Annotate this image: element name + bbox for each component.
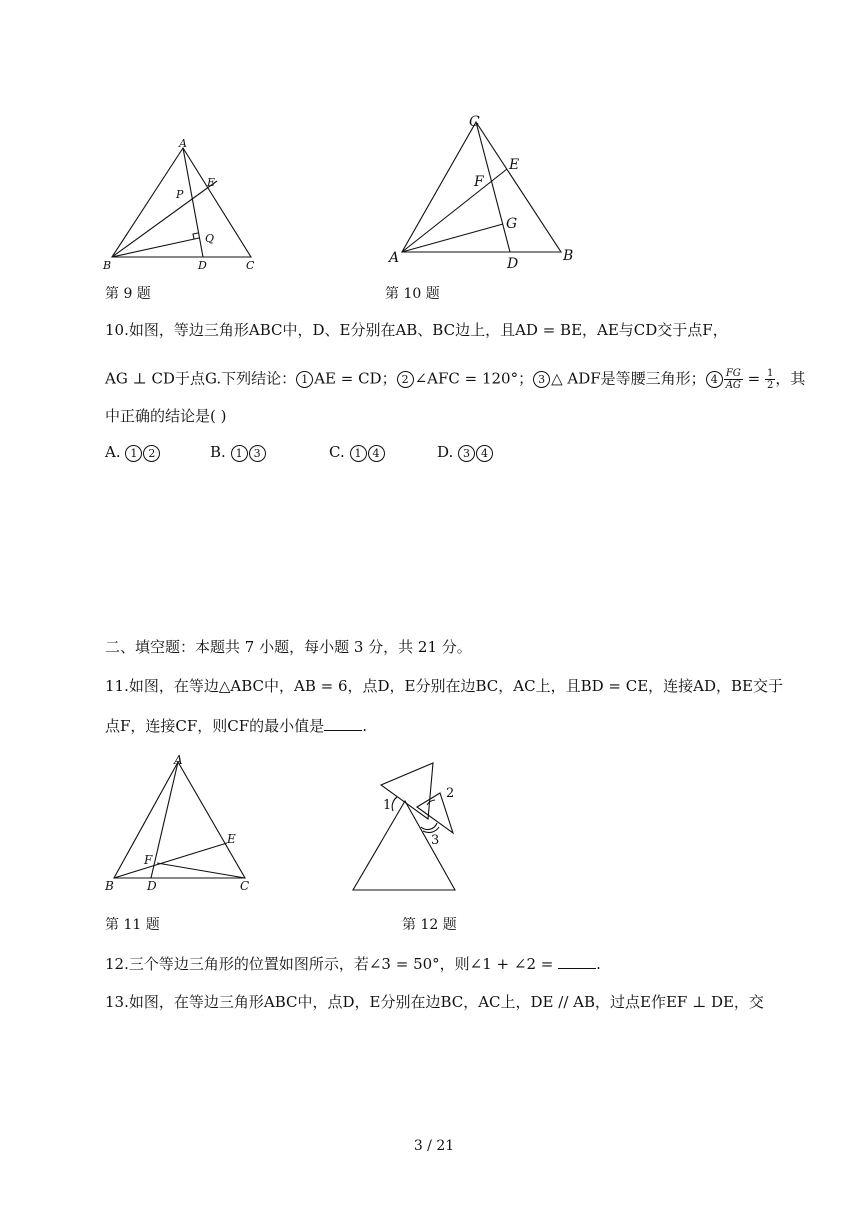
fig12-label-1: 1 [383, 798, 392, 813]
q10-line3: 中正确的结论是( ) [105, 407, 227, 425]
option-a-letter: A. [105, 443, 121, 461]
q10-eq: = [742, 369, 766, 388]
caption-fig9: 第 9 题 [105, 286, 151, 302]
q11-line2-text: 点F，连接CF，则CF的最小值是 [105, 717, 325, 735]
q12-answer-blank[interactable] [558, 954, 596, 969]
caption-fig11: 第 11 题 [105, 917, 160, 933]
fig12-label-2: 2 [446, 786, 455, 801]
fig11-label-b: B [105, 879, 114, 893]
fig11-label-c: C [240, 879, 250, 893]
fig9-label-p: P [176, 188, 184, 201]
fig10-label-e: E [509, 157, 520, 173]
option-b-circle-2: 3 [249, 445, 266, 462]
q10-stmt-1: AE = CD； [314, 369, 397, 388]
fig9-label-q: Q [205, 232, 215, 245]
option-b-circle-1: 1 [231, 445, 248, 462]
fig9-label-a: A [179, 137, 187, 150]
option-a-circle-1: 1 [125, 445, 142, 462]
figure-9 [95, 135, 275, 275]
figure-11 [100, 750, 260, 895]
caption-fig12: 第 12 题 [402, 917, 457, 933]
q10-option-a[interactable] [105, 443, 161, 462]
fig9-label-c: C [246, 259, 255, 272]
q10-circle-1: 1 [296, 371, 313, 388]
frac1-den: AG [725, 380, 741, 391]
option-a-circle-2: 2 [143, 445, 160, 462]
figure-9-svg [95, 135, 275, 275]
q10-line2-end: ，其 [775, 369, 806, 388]
q10-stmt-2: ∠AFC = 120°； [414, 369, 534, 388]
q10-circle-2: 2 [397, 371, 414, 388]
q10-line2-start: AG ⊥ CD于点G.下列结论： [105, 369, 297, 388]
figure-10-svg [385, 108, 585, 278]
q10-option-c[interactable] [329, 443, 386, 462]
fig11-label-e: E [227, 832, 236, 846]
fig12-label-3: 3 [431, 833, 440, 848]
q12-text: 12.三个等边三角形的位置如图所示，若∠3 = 50°，则∠1 + ∠2 = [105, 955, 559, 973]
fig10-label-g: G [506, 216, 518, 232]
q10-line2 [105, 368, 805, 391]
q10-fraction-half [765, 368, 775, 391]
q10-option-b[interactable] [210, 443, 267, 462]
option-c-circle-2: 4 [368, 445, 385, 462]
option-d-circle-2: 4 [476, 445, 493, 462]
caption-fig10: 第 10 题 [385, 286, 440, 302]
fig11-label-f: F [144, 853, 153, 867]
fig10-label-b: B [563, 248, 574, 264]
q10-line1: 10.如图，等边三角形ABC中，D、E分别在AB、BC边上，且AD = BE，AE与CD交于点F， [105, 321, 728, 339]
q11-line1: 11.如图，在等边△ABC中，AB = 6，点D，E分别在边BC，AC上，且BD = CE，连接AD，BE交于 [105, 677, 783, 695]
fig10-label-f: F [474, 174, 484, 190]
q11-line2 [105, 716, 367, 736]
q10-option-d[interactable] [437, 443, 494, 462]
fig9-label-b: B [103, 259, 112, 272]
q10-fraction-fg-ag [724, 368, 743, 391]
q13-line: 13.如图，在等边三角形ABC中，点D，E分别在边BC，AC上，DE // AB，过点E作EF ⊥ DE，交 [105, 993, 764, 1011]
fig10-label-c: C [469, 114, 480, 130]
fig10-label-a: A [389, 250, 400, 266]
figure-12-svg [345, 755, 475, 895]
option-d-letter: D. [437, 443, 454, 461]
option-d-circle-1: 3 [458, 445, 475, 462]
fig11-label-a: A [174, 753, 183, 767]
option-c-letter: C. [329, 443, 345, 461]
frac1-num: FG [724, 368, 743, 380]
figure-10 [385, 108, 585, 278]
q12-end: . [596, 955, 601, 973]
figure-11-svg [100, 750, 260, 895]
figure-12 [345, 755, 475, 895]
option-c-circle-1: 1 [350, 445, 367, 462]
section-2-heading: 二、填空题：本题共 7 小题，每小题 3 分，共 21 分。 [105, 638, 472, 656]
page-number: 3 / 21 [413, 1138, 455, 1154]
option-b-letter: B. [210, 443, 226, 461]
q11-answer-blank[interactable] [324, 716, 362, 731]
fig11-label-d: D [147, 879, 157, 893]
fig10-label-d: D [507, 256, 519, 272]
q11-end: . [362, 717, 367, 735]
frac2-num: 1 [767, 368, 774, 379]
q10-stmt-3: △ ADF是等腰三角形； [551, 369, 706, 388]
frac2-den: 2 [767, 380, 774, 391]
q12-line [105, 954, 601, 974]
fig9-label-e: E [207, 176, 216, 189]
fig9-label-d: D [198, 259, 207, 272]
q10-circle-3: 3 [533, 371, 550, 388]
q10-circle-4: 4 [706, 371, 723, 388]
